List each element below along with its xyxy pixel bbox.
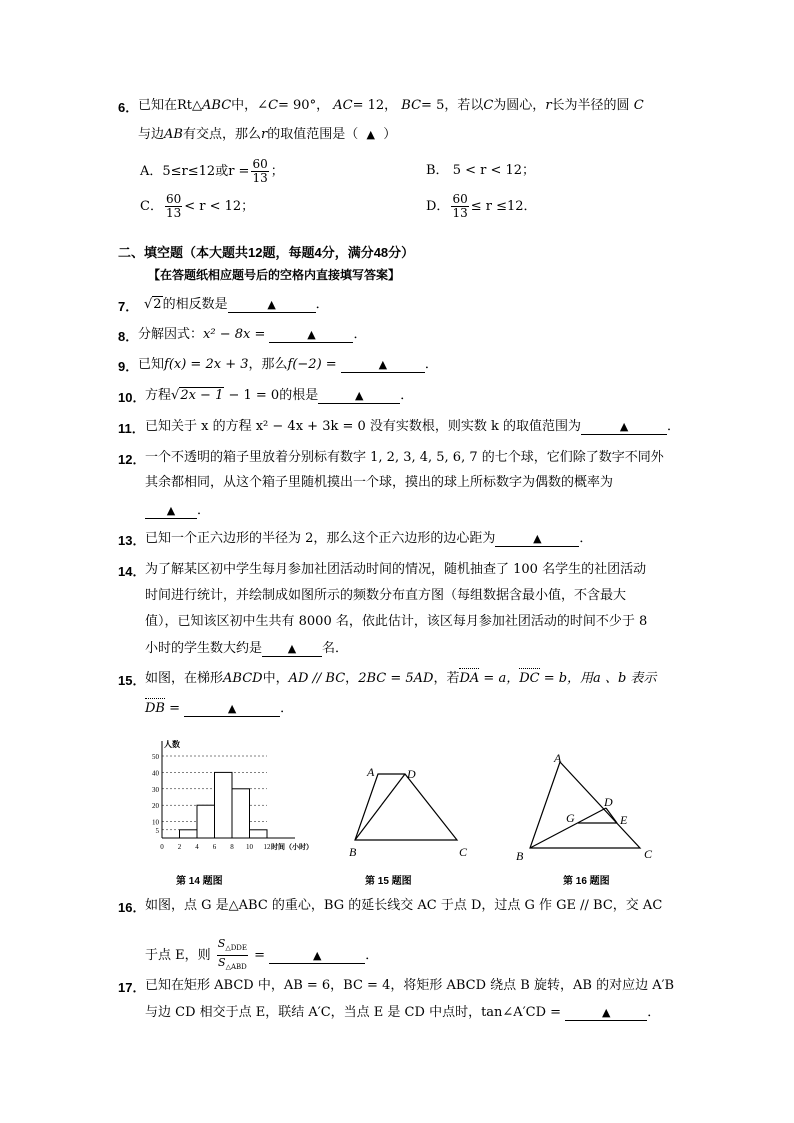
answer-blank[interactable]: ▲	[184, 701, 280, 717]
answer-blank[interactable]: ▲	[269, 327, 353, 343]
question-text: 分解因式：x² − 8x = ▲ ．	[138, 327, 367, 342]
question-number: 14．	[118, 564, 146, 579]
answer-blank[interactable]: ▲	[228, 297, 316, 313]
question-number: 12．	[118, 452, 146, 467]
x-tick-label: 4	[195, 843, 199, 851]
question-number: 13．	[118, 533, 146, 548]
histogram-bar	[180, 830, 198, 838]
segment-de	[606, 808, 617, 823]
histogram-bar	[215, 772, 233, 838]
histogram-bar	[197, 805, 215, 838]
question-number: 11．	[118, 421, 145, 436]
question-number: 16．	[118, 900, 146, 915]
question-text: 于点 E，则 $\frac{S_{\triangle DDE}}{S_{\triangle ABD}}$ = ▲ ．	[145, 937, 379, 972]
y-tick-label: 20	[152, 802, 159, 811]
question-text: 已知在矩形 ABCD 中，AB = 6，BC = 4，将矩形 ABCD 绕点 B 旋转，AB 的对应边 A′B	[145, 978, 675, 993]
answer-blank[interactable]: ▲	[565, 1005, 647, 1021]
x-tick-label: 6	[212, 843, 217, 851]
question-number: 17．	[118, 980, 146, 995]
y-tick-label: 50	[152, 753, 159, 761]
answer-blank[interactable]: ▲	[581, 419, 667, 435]
label-c: C	[459, 845, 468, 859]
y-axis-label: 人数	[164, 740, 180, 749]
y-tick-label: 40	[152, 769, 159, 778]
trapezoid-shape	[355, 774, 457, 840]
question-text: 已知在Rt△ABC中，∠C= 90°， AC= 12， BC= 5，若以C为圆心，r长为半径的圆 C	[138, 98, 644, 113]
x-tick-label: 2	[177, 843, 182, 851]
question-number: 6．	[118, 100, 139, 115]
trapezoid-figure-15	[345, 762, 495, 862]
figure-16-caption: 第 16 题图	[563, 876, 610, 887]
y-tick-label: 30	[152, 785, 159, 794]
x-tick-label: 0	[160, 843, 164, 851]
label-a: A	[554, 751, 562, 765]
question-text: 时间进行统计，并绘制成如图所示的频数分布直方图（每组数据含最小值，不含最大	[145, 588, 627, 603]
question-number: 15．	[118, 673, 146, 688]
answer-blank[interactable]: ▲	[262, 641, 322, 657]
label-e: E	[620, 813, 628, 827]
x-tick-label: 10	[246, 843, 253, 851]
label-c: C	[644, 847, 653, 861]
triangle-figure-16	[510, 748, 660, 863]
question-number: 7．	[118, 299, 139, 314]
question-text: 为了解某区初中学生每月参加社团活动时间的情况，随机抽查了 100 名学生的社团活动	[145, 562, 647, 577]
y-tick-label: 5	[155, 826, 159, 835]
histogram-bar	[232, 789, 250, 838]
label-d: D	[407, 767, 416, 781]
label-d: D	[604, 795, 613, 809]
question-text: 小时的学生数大约是 ▲ 名．	[145, 641, 349, 656]
option-c: C． $\frac{60}{13}$ < r < 12；	[140, 192, 255, 220]
histogram-bar	[250, 830, 268, 838]
option-d: D． $\frac{60}{13}$ ≤ r ≤12．	[426, 192, 537, 220]
question-text: 一个不透明的箱子里放着分别标有数字 1, 2, 3, 4, 5, 6, 7 的七个球，它们除了数字不同外	[145, 450, 664, 465]
histogram-figure-14	[140, 735, 330, 855]
question-text: 已知关于 x 的方程 x² − 4x + 3k = 0 没有实数根，则实数 k 的取值范围为 ▲ ．	[145, 419, 681, 434]
question-text: 如图，在梯形ABCD中，AD // BC，2BC = 5AD，若DA = a，DC = b，用a 、b 表示	[145, 671, 657, 686]
label-b: B	[516, 849, 524, 863]
option-b: B． 5 < r < 12；	[426, 163, 536, 178]
question-text: DB = ▲ ．	[145, 701, 294, 716]
answer-blank[interactable]: ▲	[269, 948, 365, 964]
label-a: A	[367, 765, 375, 779]
question-text: ▲ ．	[145, 502, 210, 520]
question-text: 方程√2x − 1 − 1 = 0的根是 ▲ ．	[145, 388, 414, 403]
question-text: 如图，点 G 是△ABC 的重心，BG 的延长线交 AC 于点 D，过点 G 作 GE // BC，交 AC	[145, 898, 663, 913]
figure-15-caption: 第 15 题图	[365, 876, 412, 887]
x-axis-label: 时间（小时）	[271, 843, 313, 851]
question-text: √2的相反数是 ▲ ．	[144, 297, 329, 312]
question-text: 与边AB有交点，那么r的取值范围是（ ▲ ）	[138, 127, 397, 142]
section-note: 【在答题纸相应题号后的空格内直接填写答案】	[148, 268, 401, 282]
question-text: 已知一个正六边形的半径为 2，那么这个正六边形的边心距为 ▲ ．	[145, 531, 593, 546]
section-title: 二、填空题（本大题共12题，每题4分，满分48分）	[118, 245, 415, 260]
question-text: 值），已知该区初中生共有 8000 名，依此估计，该区每月参加社团活动的时间不少于 8	[145, 614, 648, 629]
answer-blank[interactable]: ▲	[495, 531, 579, 547]
label-g: G	[566, 811, 575, 825]
question-number: 8．	[118, 329, 139, 344]
question-text: 与边 CD 相交于点 E，联结 A′C，当点 E 是 CD 中点时，tan∠A′CD = ▲ ．	[145, 1005, 661, 1020]
answer-blank[interactable]: ▲	[318, 388, 400, 404]
y-tick-label: 10	[152, 818, 159, 827]
option-a: A．5≤r≤12或r = $\frac{60}{13}$ ；	[140, 157, 284, 185]
figure-14-caption: 第 14 题图	[176, 876, 223, 887]
answer-blank[interactable]: ▲	[145, 503, 197, 519]
x-tick-label: 8	[230, 843, 234, 851]
label-b: B	[349, 845, 357, 859]
triangle-abc	[530, 762, 640, 848]
question-text: 已知f(x) = 2x + 3，那么f(−2) = ▲ ．	[138, 357, 438, 372]
x-tick-label: 12	[263, 843, 271, 851]
question-text: 其余都相同，从这个箱子里随机摸出一个球，摸出的球上所标数字为偶数的概率为	[145, 475, 614, 490]
diagonal-db	[355, 774, 405, 840]
answer-blank[interactable]: ▲	[341, 357, 425, 373]
question-number: 10．	[118, 390, 146, 405]
question-number: 9．	[118, 359, 139, 374]
